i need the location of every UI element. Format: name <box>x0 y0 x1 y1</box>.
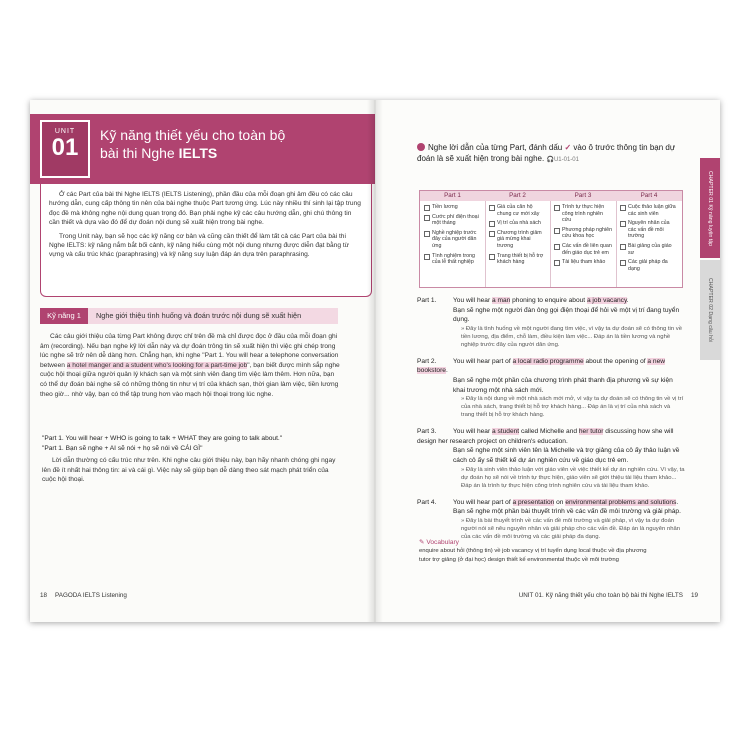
en-text: called Michelle and <box>519 428 579 436</box>
checkbox-item[interactable]: Chương trình giảm giá mừng khai trương <box>489 230 547 250</box>
intro-paragraph-2: Trong Unit này, bạn sẽ học các kỹ năng cơ bản và cũng cần thiết để làm tất cả các Part của bài thi Nghe IELTS: kỹ năng nắm bắt bối cảnh, kỹ năng hiểu cùng một nội dung nhưng được diễn đạt bằng từ vựng và cấu trúc khác (paraphrasing) và kỹ năng suy luận đáp án dựa trên paraphrasing. <box>49 232 350 259</box>
unit-label: UNIT <box>54 128 76 135</box>
part-explanation <box>417 357 685 419</box>
highlight-text: a local radio programme <box>512 357 584 365</box>
quote-vietnamese: "Part 1. Bạn sẽ nghe + AI sẽ nói + họ sẽ nói về CÁI GÌ" <box>42 445 203 452</box>
right-footer <box>519 592 698 599</box>
skill-title: Nghe giới thiệu tình huống và đoán trước nội dung sẽ xuất hiện <box>96 311 302 320</box>
unit-badge <box>40 120 90 178</box>
part-column <box>485 191 551 287</box>
vi-translation: Bạn sẽ nghe một người đàn ông gọi điện thoại để hỏi về một vị trí đang tuyển dụng. <box>453 306 680 324</box>
checkbox-item[interactable]: Tài liệu tham khảo <box>554 259 613 266</box>
part-column <box>616 191 682 287</box>
en-text: about the opening of <box>583 357 648 365</box>
left-footer <box>40 592 127 599</box>
highlight-text: a presentation <box>512 498 555 506</box>
part-label: Part 2. <box>417 357 437 365</box>
checkbox-item[interactable]: Trang thiết bị hỗ trợ khách hàng <box>489 253 547 266</box>
checkbox-item[interactable]: Tiền lương <box>424 204 482 211</box>
checkbox-item[interactable]: Cuộc thảo luận giữa các sinh viên <box>620 204 679 217</box>
part-header: Part 2 <box>485 191 550 201</box>
unit-title <box>100 126 285 162</box>
explanation-note: » Đây là sinh viên thảo luận với giáo viên về việc thiết kế dự án nghiên cứu. Vì vậy, ta dự đoán họ sẽ nói về trình tự thực hiện, giáo viên sẽ giới thiệu tài liệu tham khảo... Đáp án là trình tự thực hiện công trình nghiên cứu và tài liệu tham khảo. <box>461 466 685 489</box>
vocabulary-line: tutor trợ giảng (ở đại học) design thiết kế environmental thuộc về môi trường <box>419 557 619 563</box>
audio-code: U1-01-01 <box>553 157 579 163</box>
checkbox-item[interactable]: Phương pháp nghiên cứu khoa học <box>554 227 613 240</box>
unit-number: 01 <box>51 134 79 161</box>
highlight-text: a hotel manger and a student who's looking for a part-time job <box>66 361 248 369</box>
page-number-left: 18 <box>40 592 48 599</box>
quote-english: "Part 1. You will hear + WHO is going to talk + WHAT they are going to talk about." <box>42 435 283 442</box>
part-explanation <box>417 296 685 349</box>
highlight-text: a job vacancy <box>586 297 627 304</box>
skill-paragraph-1 <box>40 332 340 399</box>
checkbox-item[interactable]: Nghề nghiệp trước đây của người dân ứng <box>424 230 482 250</box>
part-label: Part 1. <box>417 297 437 304</box>
audio-icon: 🎧 <box>546 157 554 163</box>
checkmark-icon: ✓ <box>564 143 572 152</box>
en-text: You will hear <box>453 297 492 304</box>
vocabulary-line: enquire about hỏi (thông tin) về job vacancy vị trí tuyển dụng local thuộc về địa phương <box>419 548 647 554</box>
parts-table <box>419 190 683 288</box>
book-spread <box>30 100 720 622</box>
chapter-tab-active[interactable]: CHAPTER 01 Kỹ năng luyện tập <box>700 158 720 258</box>
part-explanation <box>417 427 685 489</box>
right-page <box>375 100 720 622</box>
checkbox-item[interactable]: Vị trí của nhà sách <box>489 220 547 227</box>
part-explanation <box>417 498 685 541</box>
unit-title-line1: Kỹ năng thiết yếu cho toàn bộ <box>100 127 286 143</box>
highlight-text: a student <box>491 428 520 436</box>
part-explanations <box>417 296 685 549</box>
vocabulary-box <box>419 538 689 565</box>
checkbox-item[interactable]: Các vấn đề liên quan đến giáo dục trẻ em <box>554 243 613 256</box>
vi-translation: Bạn sẽ nghe một phần của chương trình phát thanh địa phương về sự kiện khai trương một nhà sách mới. <box>453 376 673 394</box>
checkbox-item[interactable]: Các giải pháp đa dạng <box>620 259 679 272</box>
en-text: You will hear part of <box>453 357 513 365</box>
intro-paragraph-1: Ở các Part của bài thi Nghe IELTS (IELTS Listening), phần đầu của mỗi đoạn ghi âm đều có các câu hướng dẫn, cung cấp thông tin nên của bài nghe thuộc Part tương ứng. Lúc này nhiều thí sinh lại tập trung đọc đề mà không nghe nội dung quan trọng đó. Bạn phải nghe kỹ các câu hướng dẫn, ghi chú thông tin cần thiết và dựa vào đó để dự đoán nội dung sẽ xuất hiện trong bài nghe. <box>49 191 361 227</box>
bullet-icon <box>417 143 425 151</box>
checkbox-item[interactable]: Bài giảng của giáo sư <box>620 243 679 256</box>
unit-running-title: UNIT 01. Kỹ năng thiết yếu cho toàn bộ bài thi Nghe IELTS <box>518 592 683 599</box>
part-label: Part 4. <box>417 498 437 506</box>
en-text: discussing how she will design her research project on children's education. <box>417 428 674 445</box>
task-text: Nghe lời dẫn của từng Part, đánh dấu <box>428 143 565 152</box>
en-text: phoning to enquire about <box>510 297 587 304</box>
highlight-text: her tutor <box>578 428 604 436</box>
en-text: on <box>554 498 566 506</box>
unit-title-prefix: bài thi Nghe <box>100 145 179 161</box>
part-column <box>550 191 617 287</box>
vocabulary-heading: Vocabulary <box>426 539 459 546</box>
explanation-note: » Đây là bài thuyết trình về các vấn đề môi trường và giải pháp, vì vậy ta dự đoán người nói sẽ nêu nguyên nhân và giải pháp cho các vấn đề. Đáp án là nguyên nhân của các vấn đề môi trường và các giải pháp đa dạng. <box>461 517 681 540</box>
task-instruction <box>417 142 677 166</box>
left-page <box>30 100 375 622</box>
highlight-text: a man <box>491 297 511 304</box>
en-text: . <box>445 367 448 375</box>
highlight-text: environmental problems and solutions <box>565 498 677 506</box>
intro-box <box>40 184 372 297</box>
vocabulary-icon: ✎ <box>419 539 427 546</box>
en-text: . <box>626 297 629 304</box>
explanation-note: » Đây là nội dung về một nhà sách mới mở, vì vậy ta dự đoán sẽ có thông tin về vị trí của nhà sách, trang thiết bị hỗ trợ khách hàng... Đáp án là vị trí của nhà sách và trang thiết bị hỗ trợ khách hàng. <box>461 396 684 419</box>
part-header: Part 3 <box>550 191 616 201</box>
body-text: Các câu giới thiệu của từng Part không được chỉ trên đề mà chỉ được đọc ở đầu của mỗi đoạn ghi âm (recording). Nếu bạn nghe kỹ lời dẫn này và dự đoán trông tin sẽ xuất hiện thì việc ghi chép trong lúc nghe sẽ trở nên dễ dàng hơn. Chẳng hạn, khi nghe "Part 1. You will hear a telephone conversation between <box>40 333 339 369</box>
skill-tag: Kỹ năng 1 <box>40 308 88 324</box>
explanation-note: » Đây là tình huống về một người đang tìm việc, vì vậy ta dự đoán sẽ có thông tin về tiền lương, địa điểm, chỗ làm, điều kiện làm việc... Đáp án là tiền lương và nghề nghiệp trước đây của người dân ứng. <box>461 325 682 348</box>
en-text: You will hear <box>453 428 492 436</box>
book-title: PAGODA IELTS Listening <box>55 592 127 599</box>
vi-translation: Bạn sẽ nghe một phần bài thuyết trình về các vấn đề môi trường và giải pháp. <box>453 508 681 516</box>
checkbox-item[interactable]: Giá của căn hộ chung cư mới xây <box>489 204 547 217</box>
checkbox-item[interactable]: Cước phí điện thoại một tháng <box>424 214 482 227</box>
unit-title-bold: IELTS <box>178 145 218 161</box>
vi-translation: Bạn sẽ nghe một sinh viên tên là Michelle và trợ giảng của cô ấy thảo luận về cách cô ấy sẽ thiết kế dự án nghiên cứu về giáo dục trẻ em. <box>453 447 680 464</box>
structure-quote <box>42 434 342 454</box>
chapter-tab[interactable]: CHAPTER 02 Dạng câu hỏi <box>700 260 720 360</box>
part-header: Part 1 <box>420 191 485 201</box>
vocabulary-title <box>419 538 689 547</box>
task-text: vào ô trước thông tin bạn dự đoán là sẽ xuất hiện trong bài nghe. <box>417 143 676 163</box>
unit-title-line2 <box>100 144 285 162</box>
part-column <box>420 191 486 287</box>
checkbox-item[interactable]: Nguyên nhân của các vấn đề môi trường <box>620 220 679 240</box>
skill-paragraph-2: Lời dẫn thường có cấu trúc như trên. Khi nghe câu giới thiệu này, bạn hãy nhanh chóng ghi ngay lên đề ít nhất hai thông tin: ai và cái gì. Việc này sẽ giúp bạn dễ dàng theo sát mạch phát triển của cuộc hội thoại. <box>42 457 336 484</box>
page-number-right: 19 <box>690 592 698 599</box>
checkbox-item[interactable]: Trình tự thực hiện công trình nghiên cứu <box>554 204 613 224</box>
en-text: . <box>676 498 679 506</box>
body-text: ", bạn biết được mình sắp nghe cuộc hội thoại giữa người quản lý khách sạn và một sinh viên đang tìm việc làm thêm. Hơn nữa, bạn có thể dự đoán bài nghe sẽ có những thông tin như vị trí của khách sạn, thời gian làm việc, tiền lương theo giờ... nhờ vậy, bạn có thể tập trung hơn vào mạch hội thoại trong lúc nghe. <box>40 361 340 398</box>
checkbox-item[interactable]: Tình nghiệm trong của lễ thất nghiệp <box>424 253 482 266</box>
highlight-text: a new bookstore <box>417 357 666 375</box>
part-header: Part 4 <box>616 191 682 201</box>
part-label: Part 3. <box>417 428 437 436</box>
skill-heading <box>40 308 338 324</box>
en-text: You will hear part of <box>453 498 513 506</box>
